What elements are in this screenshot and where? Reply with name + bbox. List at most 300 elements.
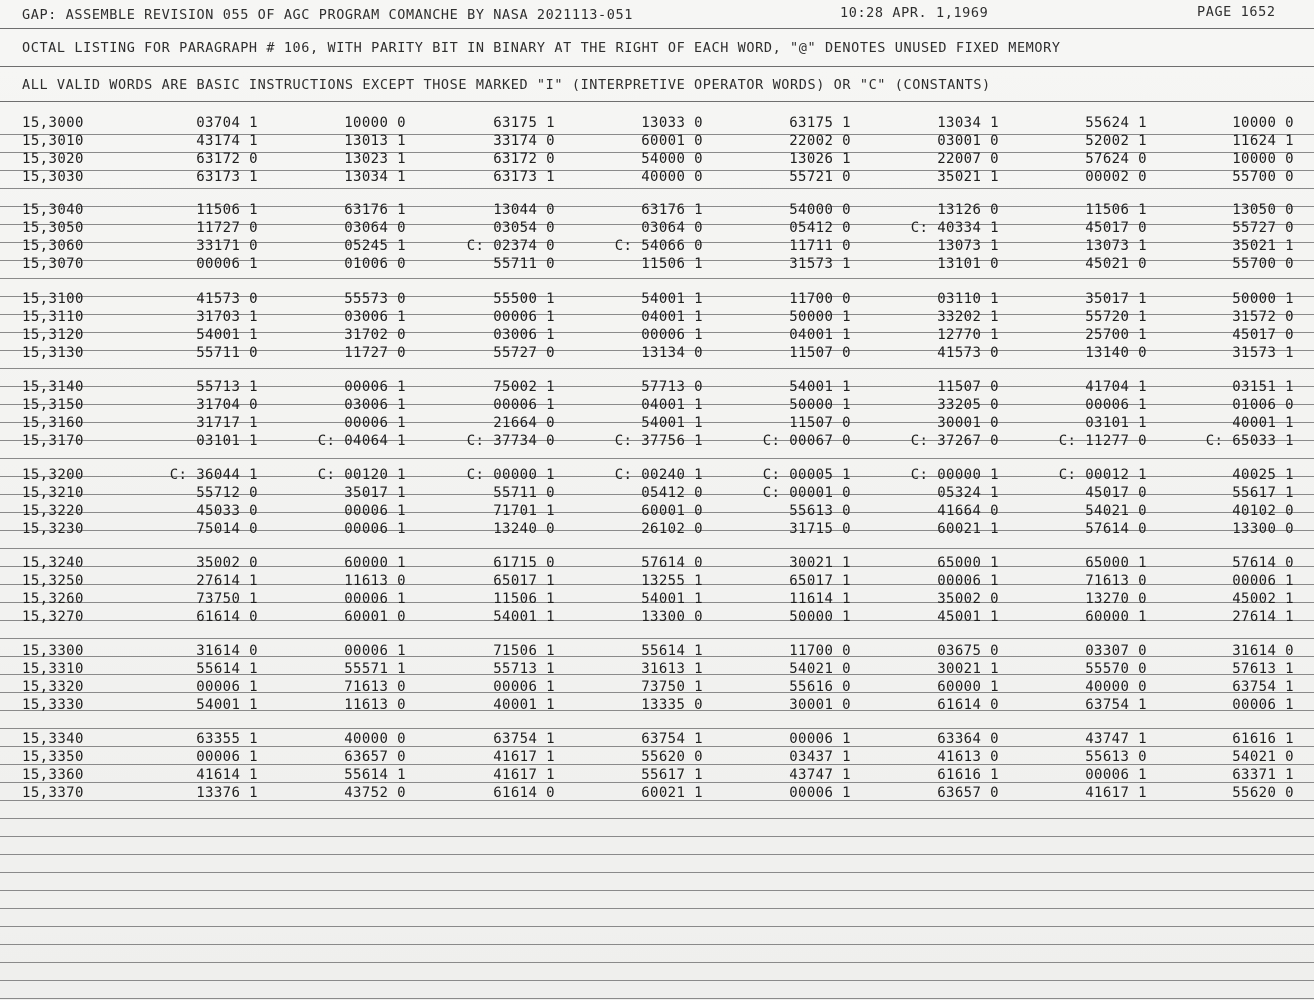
word-cell: 61614 0 — [493, 785, 555, 801]
word-cell: 63173 1 — [196, 169, 258, 185]
word-cell: 33202 1 — [937, 309, 999, 325]
word-cell: 54021 0 — [1085, 503, 1147, 519]
word-cell: 31717 1 — [196, 415, 258, 431]
word-cell: 03675 0 — [937, 643, 999, 659]
address-cell: 15,3260 — [22, 591, 84, 607]
word-cell: 50000 1 — [789, 397, 851, 413]
word-cell: C: 00000 1 — [910, 467, 999, 483]
word-cell: 31613 1 — [641, 661, 703, 677]
word-cell: 11613 0 — [344, 573, 406, 589]
word-cell: 03101 1 — [1085, 415, 1147, 431]
word-cell: 13255 1 — [641, 573, 703, 589]
word-cell: 31573 1 — [1232, 345, 1294, 361]
word-cell: 55613 0 — [789, 503, 851, 519]
word-cell: 55614 1 — [344, 767, 406, 783]
listing-description: OCTAL LISTING FOR PARAGRAPH # 106, WITH PARITY BIT IN BINARY AT THE RIGHT OF EACH WORD, "@" DENOTES UNUSED FIXED MEMORY — [22, 40, 1061, 56]
word-cell: 55614 1 — [196, 661, 258, 677]
word-cell: 13050 0 — [1232, 202, 1294, 218]
word-cell: 61616 1 — [937, 767, 999, 783]
address-cell: 15,3200 — [22, 467, 84, 483]
word-cell: 01006 0 — [344, 256, 406, 272]
word-cell: 03006 1 — [344, 309, 406, 325]
word-cell: 04001 1 — [789, 327, 851, 343]
word-cell: 65017 1 — [789, 573, 851, 589]
word-cell: C: 65033 1 — [1205, 433, 1294, 449]
word-cell: 45021 0 — [1085, 256, 1147, 272]
paper-rule — [0, 962, 1314, 963]
listing-row — [0, 379, 1314, 397]
word-cell: 13033 0 — [641, 115, 703, 131]
word-cell: 55617 1 — [641, 767, 703, 783]
word-cell: 54001 1 — [493, 609, 555, 625]
paper-rule — [0, 908, 1314, 909]
word-cell: 13026 1 — [789, 151, 851, 167]
word-cell: 05412 0 — [789, 220, 851, 236]
word-cell: 63176 1 — [641, 202, 703, 218]
word-cell: C: 37756 1 — [614, 433, 703, 449]
word-cell: 63754 1 — [1085, 697, 1147, 713]
word-cell: 00006 1 — [196, 256, 258, 272]
word-cell: 00006 1 — [789, 731, 851, 747]
word-cell: 54001 1 — [789, 379, 851, 395]
paper-rule — [0, 458, 1314, 459]
word-cell: C: 04064 1 — [317, 433, 406, 449]
word-cell: 63172 0 — [493, 151, 555, 167]
word-cell: 11614 1 — [789, 591, 851, 607]
address-cell: 15,3140 — [22, 379, 84, 395]
word-cell: 00006 1 — [789, 785, 851, 801]
word-cell: 10000 0 — [344, 115, 406, 131]
word-cell: 00006 1 — [344, 591, 406, 607]
word-cell: 00006 1 — [641, 327, 703, 343]
word-cell: 54000 0 — [789, 202, 851, 218]
word-cell: 03006 1 — [344, 397, 406, 413]
word-cell: C: 11277 0 — [1058, 433, 1147, 449]
address-cell: 15,3230 — [22, 521, 84, 537]
listing-row — [0, 573, 1314, 591]
word-cell: 26102 0 — [641, 521, 703, 537]
word-cell: 05245 1 — [344, 238, 406, 254]
word-cell: 43174 1 — [196, 133, 258, 149]
word-cell: 54001 1 — [641, 591, 703, 607]
word-cell: C: 36044 1 — [169, 467, 258, 483]
word-cell: 63175 1 — [493, 115, 555, 131]
word-cell: 55571 1 — [344, 661, 406, 677]
paper-rule — [0, 890, 1314, 891]
listing-row — [0, 767, 1314, 785]
word-cell: 40000 0 — [641, 169, 703, 185]
address-cell: 15,3340 — [22, 731, 84, 747]
word-cell: 45001 1 — [937, 609, 999, 625]
word-cell: C: 00001 0 — [762, 485, 851, 501]
listing-row — [0, 133, 1314, 151]
word-cell: 63657 0 — [344, 749, 406, 765]
word-cell: 00006 1 — [344, 643, 406, 659]
word-cell: 25700 1 — [1085, 327, 1147, 343]
word-cell: 54001 1 — [196, 327, 258, 343]
paper-rule — [0, 818, 1314, 819]
word-cell: 35021 1 — [1232, 238, 1294, 254]
word-cell: 03101 1 — [196, 433, 258, 449]
word-cell: 60000 1 — [1085, 609, 1147, 625]
word-cell: 60001 0 — [344, 609, 406, 625]
address-cell: 15,3070 — [22, 256, 84, 272]
listing-row — [0, 467, 1314, 485]
word-cell: 11727 0 — [344, 345, 406, 361]
word-cell: 03307 0 — [1085, 643, 1147, 659]
address-cell: 15,3350 — [22, 749, 84, 765]
word-cell: 55700 0 — [1232, 256, 1294, 272]
word-cell: 31573 1 — [789, 256, 851, 272]
word-cell: 04001 1 — [641, 309, 703, 325]
word-cell: 60021 1 — [937, 521, 999, 537]
word-cell: 11506 1 — [1085, 202, 1147, 218]
paper-rule — [0, 188, 1314, 189]
listing-row — [0, 220, 1314, 238]
word-cell: 00002 0 — [1085, 169, 1147, 185]
word-cell: 31702 0 — [344, 327, 406, 343]
word-cell: 13335 0 — [641, 697, 703, 713]
word-cell: 55620 0 — [641, 749, 703, 765]
address-cell: 15,3100 — [22, 291, 84, 307]
word-cell: 00006 1 — [344, 521, 406, 537]
listing-row — [0, 785, 1314, 803]
listing-row — [0, 345, 1314, 363]
word-cell: 55727 0 — [493, 345, 555, 361]
word-cell: 54001 1 — [641, 415, 703, 431]
word-cell: 57614 0 — [641, 555, 703, 571]
word-cell: 45017 0 — [1085, 485, 1147, 501]
word-cell: 73750 1 — [196, 591, 258, 607]
word-cell: 55700 0 — [1232, 169, 1294, 185]
address-cell: 15,3310 — [22, 661, 84, 677]
word-cell: C: 00240 1 — [614, 467, 703, 483]
listing-row — [0, 115, 1314, 133]
word-cell: 11700 0 — [789, 291, 851, 307]
word-cell: 65017 1 — [493, 573, 555, 589]
word-cell: 30021 1 — [937, 661, 999, 677]
word-cell: 63754 1 — [641, 731, 703, 747]
paper-rule — [0, 944, 1314, 945]
word-cell: C: 37734 0 — [466, 433, 555, 449]
word-cell: 03064 0 — [344, 220, 406, 236]
word-cell: 61614 0 — [937, 697, 999, 713]
word-cell: 55712 0 — [196, 485, 258, 501]
word-cell: 57614 0 — [1085, 521, 1147, 537]
word-cell: 45017 0 — [1085, 220, 1147, 236]
paper-rule — [0, 872, 1314, 873]
word-cell: 22007 0 — [937, 151, 999, 167]
instruction-note: ALL VALID WORDS ARE BASIC INSTRUCTIONS EXCEPT THOSE MARKED "I" (INTERPRETIVE OPERATOR WORDS) OR "C" (CONSTANTS) — [22, 77, 991, 93]
word-cell: 13270 0 — [1085, 591, 1147, 607]
word-cell: C: 02374 0 — [466, 238, 555, 254]
word-cell: 55711 0 — [196, 345, 258, 361]
word-cell: 13034 1 — [937, 115, 999, 131]
word-cell: 52002 1 — [1085, 133, 1147, 149]
listing-row — [0, 679, 1314, 697]
word-cell: 63754 1 — [493, 731, 555, 747]
word-cell: 55573 0 — [344, 291, 406, 307]
word-cell: 50000 1 — [789, 309, 851, 325]
word-cell: 60001 0 — [641, 133, 703, 149]
listing-row — [0, 521, 1314, 539]
word-cell: C: 00120 1 — [317, 467, 406, 483]
word-cell: 11613 0 — [344, 697, 406, 713]
word-cell: 71613 0 — [1085, 573, 1147, 589]
word-cell: C: 54066 0 — [614, 238, 703, 254]
word-cell: 00006 1 — [196, 749, 258, 765]
word-cell: 00006 1 — [344, 379, 406, 395]
address-cell: 15,3210 — [22, 485, 84, 501]
word-cell: 45017 0 — [1232, 327, 1294, 343]
word-cell: 31715 0 — [789, 521, 851, 537]
word-cell: 21664 0 — [493, 415, 555, 431]
address-cell: 15,3020 — [22, 151, 84, 167]
word-cell: 57614 0 — [1232, 555, 1294, 571]
word-cell: 00006 1 — [344, 415, 406, 431]
word-cell: 63371 1 — [1232, 767, 1294, 783]
address-cell: 15,3220 — [22, 503, 84, 519]
word-cell: 54021 0 — [789, 661, 851, 677]
word-cell: 03054 0 — [493, 220, 555, 236]
word-cell: 35017 1 — [1085, 291, 1147, 307]
word-cell: C: 40334 1 — [910, 220, 999, 236]
listing-row — [0, 731, 1314, 749]
listing-row — [0, 749, 1314, 767]
word-cell: 61715 0 — [493, 555, 555, 571]
listing-row — [0, 327, 1314, 345]
word-cell: 33171 0 — [196, 238, 258, 254]
word-cell: 01006 0 — [1232, 397, 1294, 413]
timestamp: 10:28 APR. 1,1969 — [840, 5, 989, 21]
word-cell: 41573 0 — [196, 291, 258, 307]
paper-rule — [0, 980, 1314, 981]
word-cell: 55720 1 — [1085, 309, 1147, 325]
address-cell: 15,3010 — [22, 133, 84, 149]
word-cell: 57613 1 — [1232, 661, 1294, 677]
listing-row — [0, 697, 1314, 715]
word-cell: 13101 0 — [937, 256, 999, 272]
address-cell: 15,3160 — [22, 415, 84, 431]
word-cell: 35002 0 — [196, 555, 258, 571]
paper-rule — [0, 854, 1314, 855]
listing-row — [0, 433, 1314, 451]
word-cell: 11507 0 — [937, 379, 999, 395]
address-cell: 15,3270 — [22, 609, 84, 625]
listing-row — [0, 415, 1314, 433]
word-cell: 00006 1 — [1232, 573, 1294, 589]
word-cell: 13140 0 — [1085, 345, 1147, 361]
address-cell: 15,3330 — [22, 697, 84, 713]
word-cell: 00006 1 — [1232, 697, 1294, 713]
word-cell: 03064 0 — [641, 220, 703, 236]
address-cell: 15,3000 — [22, 115, 84, 131]
address-cell: 15,3360 — [22, 767, 84, 783]
header-rule — [0, 66, 1314, 67]
word-cell: 11507 0 — [789, 415, 851, 431]
word-cell: 60001 0 — [641, 503, 703, 519]
word-cell: 41617 1 — [493, 749, 555, 765]
listing-row — [0, 256, 1314, 274]
listing-row — [0, 591, 1314, 609]
address-cell: 15,3300 — [22, 643, 84, 659]
word-cell: 73750 1 — [641, 679, 703, 695]
word-cell: 43747 1 — [1085, 731, 1147, 747]
address-cell: 15,3030 — [22, 169, 84, 185]
word-cell: 13034 1 — [344, 169, 406, 185]
word-cell: 13126 0 — [937, 202, 999, 218]
word-cell: C: 37267 0 — [910, 433, 999, 449]
listing-row — [0, 151, 1314, 169]
listing-row — [0, 202, 1314, 220]
word-cell: 55616 0 — [789, 679, 851, 695]
word-cell: 04001 1 — [641, 397, 703, 413]
word-cell: C: 00005 1 — [762, 467, 851, 483]
word-cell: 11711 0 — [789, 238, 851, 254]
word-cell: 00006 1 — [493, 397, 555, 413]
word-cell: 31703 1 — [196, 309, 258, 325]
address-cell: 15,3060 — [22, 238, 84, 254]
word-cell: 55613 0 — [1085, 749, 1147, 765]
page-number: PAGE 1652 — [1197, 4, 1276, 20]
word-cell: 61616 1 — [1232, 731, 1294, 747]
word-cell: 03110 1 — [937, 291, 999, 307]
word-cell: 41664 0 — [937, 503, 999, 519]
word-cell: 11727 0 — [196, 220, 258, 236]
word-cell: 63172 0 — [196, 151, 258, 167]
word-cell: 10000 0 — [1232, 151, 1294, 167]
address-cell: 15,3050 — [22, 220, 84, 236]
word-cell: 71613 0 — [344, 679, 406, 695]
word-cell: 57713 0 — [641, 379, 703, 395]
word-cell: 41573 0 — [937, 345, 999, 361]
word-cell: 41613 0 — [937, 749, 999, 765]
word-cell: 63754 1 — [1232, 679, 1294, 695]
listing-row — [0, 555, 1314, 573]
header-rule — [0, 28, 1314, 29]
word-cell: 33205 0 — [937, 397, 999, 413]
word-cell: 31572 0 — [1232, 309, 1294, 325]
word-cell: 05324 1 — [937, 485, 999, 501]
word-cell: 63173 1 — [493, 169, 555, 185]
word-cell: 55620 0 — [1232, 785, 1294, 801]
word-cell: 35002 0 — [937, 591, 999, 607]
word-cell: 54000 0 — [641, 151, 703, 167]
word-cell: 60021 1 — [641, 785, 703, 801]
word-cell: 40102 0 — [1232, 503, 1294, 519]
paper-rule — [0, 728, 1314, 729]
word-cell: 55713 1 — [493, 661, 555, 677]
address-cell: 15,3320 — [22, 679, 84, 695]
word-cell: 57624 0 — [1085, 151, 1147, 167]
word-cell: 00006 1 — [493, 679, 555, 695]
word-cell: 63176 1 — [344, 202, 406, 218]
word-cell: 65000 1 — [1085, 555, 1147, 571]
address-cell: 15,3370 — [22, 785, 84, 801]
listing-row — [0, 661, 1314, 679]
word-cell: 31614 0 — [196, 643, 258, 659]
address-cell: 15,3250 — [22, 573, 84, 589]
word-cell: 11506 1 — [641, 256, 703, 272]
word-cell: 13300 0 — [1232, 521, 1294, 537]
word-cell: 03437 1 — [789, 749, 851, 765]
word-cell: 03151 1 — [1232, 379, 1294, 395]
word-cell: 10000 0 — [1232, 115, 1294, 131]
word-cell: 11506 1 — [196, 202, 258, 218]
word-cell: 55500 1 — [493, 291, 555, 307]
paper-rule — [0, 278, 1314, 279]
word-cell: 27614 1 — [196, 573, 258, 589]
paper-rule — [0, 368, 1314, 369]
address-cell: 15,3040 — [22, 202, 84, 218]
word-cell: 13300 0 — [641, 609, 703, 625]
paper-rule — [0, 638, 1314, 639]
listing-row — [0, 503, 1314, 521]
word-cell: 45033 0 — [196, 503, 258, 519]
word-cell: 40000 0 — [344, 731, 406, 747]
word-cell: 60000 1 — [937, 679, 999, 695]
word-cell: 55614 1 — [641, 643, 703, 659]
word-cell: 41617 1 — [1085, 785, 1147, 801]
listing-row — [0, 397, 1314, 415]
word-cell: 33174 0 — [493, 133, 555, 149]
word-cell: 54021 0 — [1232, 749, 1294, 765]
word-cell: 75002 1 — [493, 379, 555, 395]
word-cell: 55711 0 — [493, 485, 555, 501]
header-rule — [0, 101, 1314, 102]
word-cell: 22002 0 — [789, 133, 851, 149]
word-cell: 61614 0 — [196, 609, 258, 625]
word-cell: 55721 0 — [789, 169, 851, 185]
listing-row — [0, 485, 1314, 503]
word-cell: 63175 1 — [789, 115, 851, 131]
word-cell: 63355 1 — [196, 731, 258, 747]
word-cell: 11506 1 — [493, 591, 555, 607]
word-cell: 41614 1 — [196, 767, 258, 783]
word-cell: 13044 0 — [493, 202, 555, 218]
word-cell: 35021 1 — [937, 169, 999, 185]
word-cell: 40025 1 — [1232, 467, 1294, 483]
word-cell: 30021 1 — [789, 555, 851, 571]
word-cell: 41704 1 — [1085, 379, 1147, 395]
word-cell: 43752 0 — [344, 785, 406, 801]
word-cell: 00006 1 — [344, 503, 406, 519]
word-cell: 11700 0 — [789, 643, 851, 659]
word-cell: 13376 1 — [196, 785, 258, 801]
word-cell: 55624 1 — [1085, 115, 1147, 131]
listing-row — [0, 238, 1314, 256]
word-cell: 03001 0 — [937, 133, 999, 149]
word-cell: 35017 1 — [344, 485, 406, 501]
address-cell: 15,3150 — [22, 397, 84, 413]
word-cell: 55711 0 — [493, 256, 555, 272]
word-cell: 55570 0 — [1085, 661, 1147, 677]
word-cell: 54001 1 — [196, 697, 258, 713]
address-cell: 15,3110 — [22, 309, 84, 325]
word-cell: 00006 1 — [196, 679, 258, 695]
word-cell: 50000 1 — [1232, 291, 1294, 307]
listing-row — [0, 291, 1314, 309]
word-cell: 05412 0 — [641, 485, 703, 501]
word-cell: 13073 1 — [937, 238, 999, 254]
word-cell: 55713 1 — [196, 379, 258, 395]
word-cell: 30001 0 — [789, 697, 851, 713]
word-cell: 50000 1 — [789, 609, 851, 625]
address-cell: 15,3240 — [22, 555, 84, 571]
word-cell: 45002 1 — [1232, 591, 1294, 607]
paper-rule — [0, 548, 1314, 549]
paper-rule — [0, 926, 1314, 927]
